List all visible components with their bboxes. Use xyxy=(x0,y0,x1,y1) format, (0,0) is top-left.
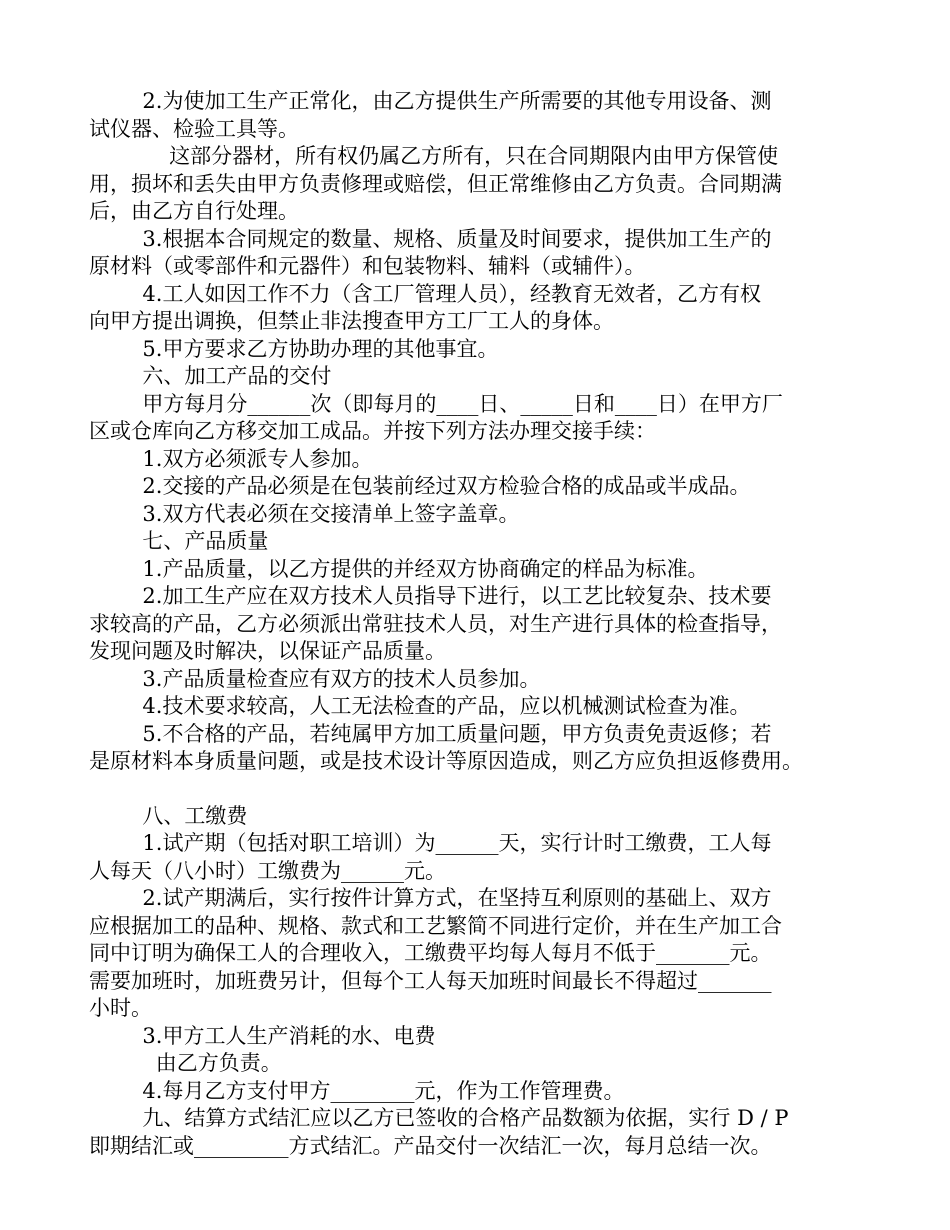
text-line: 发现问题及时解决，以保证产品质量。 xyxy=(89,639,446,663)
text-line: 1.双方必须派专人参加。 xyxy=(89,446,373,471)
section-heading: 六、加工产品的交付 xyxy=(89,364,332,388)
text-line: 即期结汇或_________方式结汇。产品交付一次结汇一次，每月总结一次。 xyxy=(89,1133,772,1158)
text-line: 由乙方负责。 xyxy=(89,1051,282,1075)
text-line: 求较高的产品，乙方必须派出常驻技术人员，对生产进行具体的检查指导， xyxy=(89,611,782,636)
text-line: 3.甲方工人生产消耗的水、电费 xyxy=(89,1023,436,1048)
text-line: 1.产品质量，以乙方提供的并经双方协商确定的样品为标准。 xyxy=(89,556,709,581)
document-body xyxy=(89,88,879,1160)
text-line: 2.为使加工生产正常化，由乙方提供生产所需要的其他专用设备、测 xyxy=(89,89,772,113)
text-line: 甲方每月分______次（即每月的____日、_____日和____日）在甲方厂 xyxy=(89,391,783,416)
text-line: 4.技术要求较高，人工无法检查的产品，应以机械测试检查为准。 xyxy=(89,694,751,718)
text-line: 4.工人如因工作不力（含工厂管理人员），经教育无效者，乙方有权 xyxy=(89,281,761,306)
text-line: 3.根据本合同规定的数量、规格、质量及时间要求，提供加工生产的 xyxy=(89,226,772,251)
text-line: 2.交接的产品必须是在包装前经过双方检验合格的成品或半成品。 xyxy=(89,474,751,498)
text-line: 3.双方代表必须在交接清单上签字盖章。 xyxy=(89,501,520,526)
text-line: 5.甲方要求乙方协助办理的其他事宜。 xyxy=(89,336,499,361)
text-line: 区或仓库向乙方移交加工成品。并按下列方法办理交接手续： xyxy=(89,419,656,443)
text-line: 这部分器材，所有权仍属乙方所有，只在合同期限内由甲方保管使 xyxy=(89,144,779,168)
text-line: 2.加工生产应在双方技术人员指导下进行，以工艺比较复杂、技术要 xyxy=(89,584,772,608)
text-line: 向甲方提出调换，但禁止非法搜查甲方工厂工人的身体。 xyxy=(89,309,614,333)
text-line: 小时。 xyxy=(89,996,152,1020)
text-line: 2.试产期满后，实行按件计算方式，在坚持互利原则的基础上、双方 xyxy=(89,886,772,910)
text-line: 3.产品质量检查应有双方的技术人员参加。 xyxy=(89,666,541,691)
section-heading: 九、结算方式结汇应以乙方已签收的合格产品数额为依据，实行 D / P xyxy=(89,1106,789,1130)
text-line: 5.不合格的产品，若纯属甲方加工质量问题，甲方负责免责返修；若 xyxy=(89,721,772,746)
text-line: 4.每月乙方支付甲方________元，作为工作管理费。 xyxy=(89,1078,625,1103)
text-line: 需要加班时，加班费另计，但每个工人每天加班时间最长不得超过_______ xyxy=(89,968,772,993)
text-line: 是原材料本身质量问题，或是技术设计等原因造成，则乙方应负担返修费用。 xyxy=(89,749,803,773)
section-heading: 七、产品质量 xyxy=(89,529,269,553)
section-heading: 八、工缴费 xyxy=(89,803,248,828)
text-line: 原材料（或零部件和元器件）和包装物料、辅料（或辅件）。 xyxy=(89,254,646,278)
text-line: 人每天（八小时）工缴费为______元。 xyxy=(89,858,446,883)
text-line: 用，损坏和丢失由甲方负责修理或赔偿，但正常维修由乙方负责。合同期满 xyxy=(89,171,782,196)
text-line: 同中订明为确保工人的合理收入，工缴费平均每人每月不低于_______元。 xyxy=(89,941,772,965)
text-line: 1.试产期（包括对职工培训）为______天，实行计时工缴费，工人每 xyxy=(89,831,772,855)
text-line: 试仪器、检验工具等。 xyxy=(89,116,299,141)
text-line: 后，由乙方自行处理。 xyxy=(89,199,299,223)
paragraph-gap xyxy=(89,776,879,803)
text-line: 应根据加工的品种、规格、款式和工艺繁简不同进行定价，并在生产加工合 xyxy=(89,913,782,938)
